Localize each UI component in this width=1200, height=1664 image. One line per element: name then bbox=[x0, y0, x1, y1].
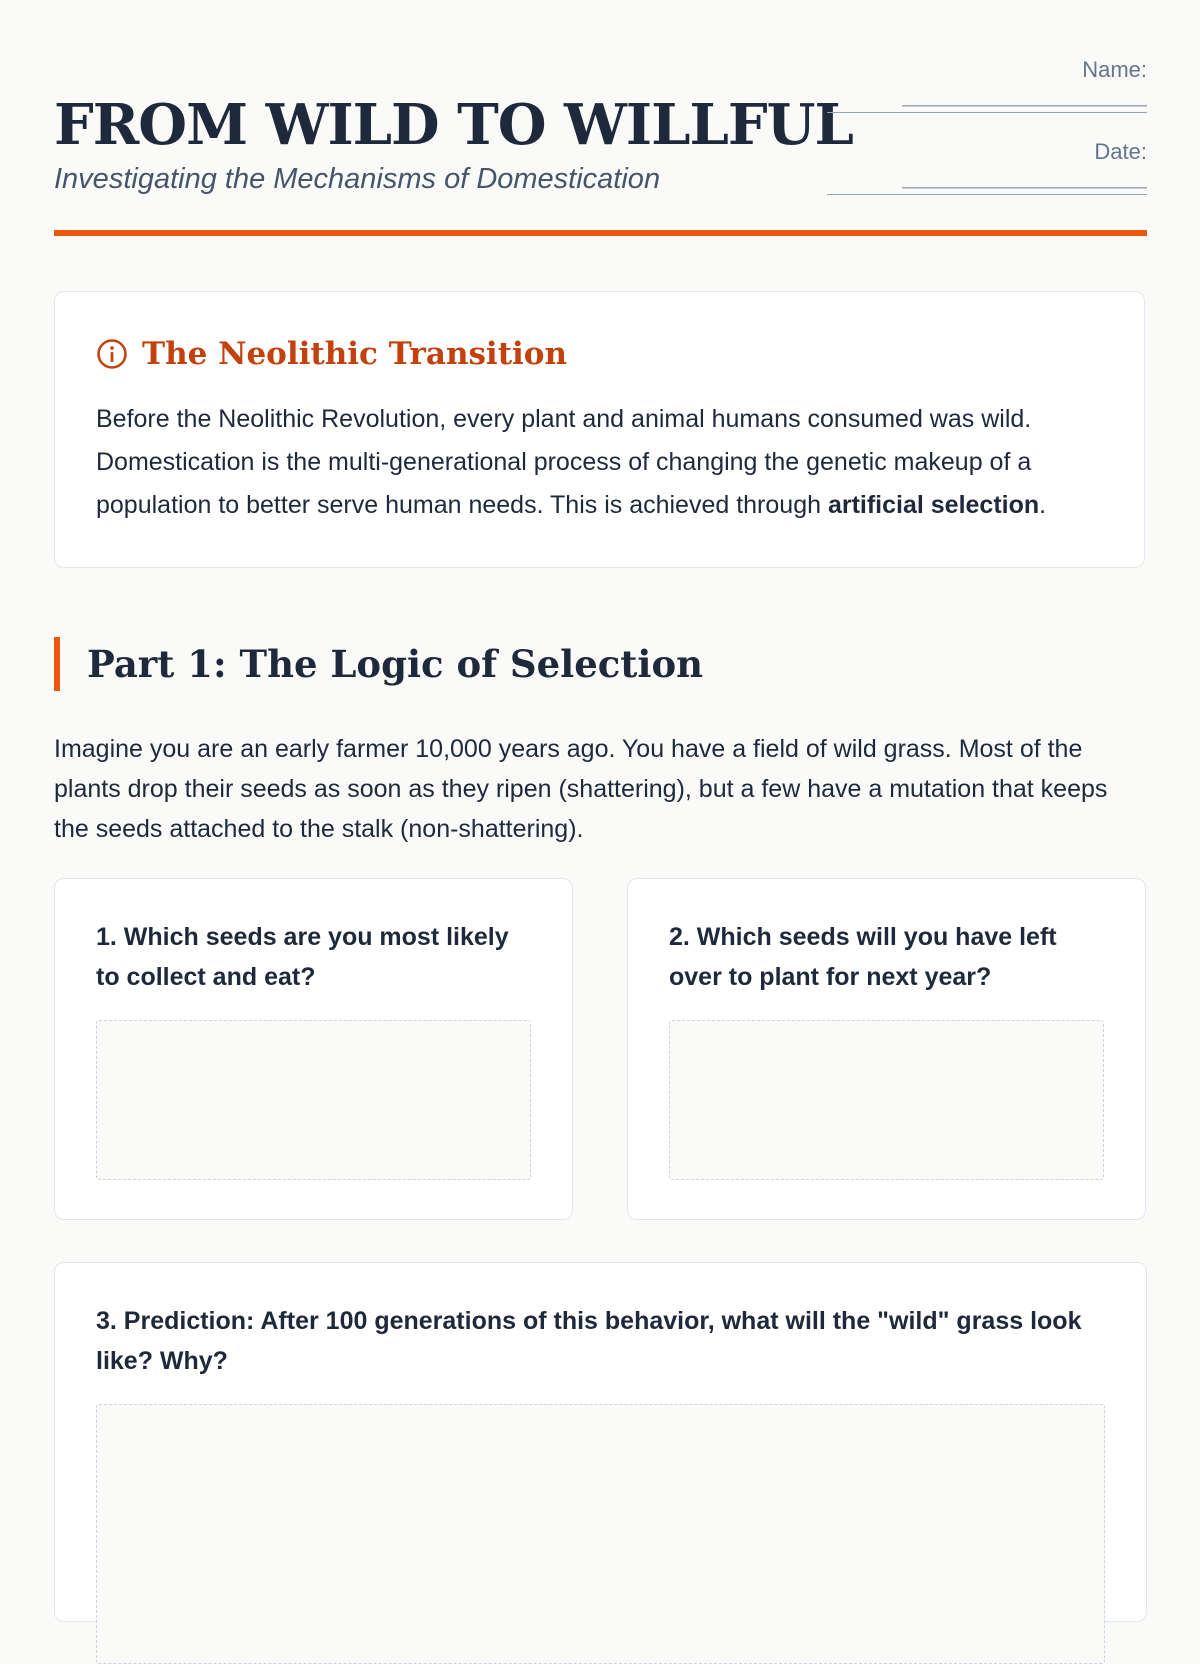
question-1-text: 1. Which seeds are you most likely to collect and eat? bbox=[96, 923, 509, 991]
date-field[interactable] bbox=[827, 138, 1147, 195]
info-card-header bbox=[96, 336, 567, 372]
question-card-1 bbox=[54, 878, 573, 1220]
info-text-end: . bbox=[1039, 491, 1047, 519]
section-title: Part 1: The Logic of Selection bbox=[87, 642, 704, 686]
date-blank-line: ____________________ bbox=[902, 166, 1147, 189]
date-label: Date: bbox=[1094, 139, 1147, 164]
info-card bbox=[54, 291, 1145, 568]
page-title: FROM WILD TO WILLFUL bbox=[54, 92, 853, 158]
name-blank-line: ____________________ bbox=[902, 84, 1147, 107]
info-card-title: The Neolithic Transition bbox=[142, 336, 568, 372]
name-label: Name: bbox=[1082, 57, 1147, 82]
answer-box-3[interactable] bbox=[96, 1404, 1105, 1664]
answer-box-2[interactable] bbox=[669, 1020, 1104, 1180]
worksheet-page bbox=[54, 0, 1147, 1375]
info-circle-icon bbox=[96, 338, 128, 370]
info-text-keyword: artificial selection bbox=[827, 491, 1040, 519]
answer-box-1[interactable] bbox=[96, 1020, 531, 1180]
info-text-main: Before the Neolithic Revolution, every plant and animal humans consumed was wild. Domestication is the multi-generational process of changing the genetic makeup of a population to better serve human needs. This is achieved through bbox=[96, 405, 1032, 519]
worksheet-header bbox=[54, 0, 1147, 240]
info-card-text bbox=[96, 398, 1106, 527]
question-2-text: 2. Which seeds will you have left over to plant for next year? bbox=[669, 923, 1057, 991]
page-subtitle: Investigating the Mechanisms of Domestication bbox=[54, 163, 661, 195]
section-heading bbox=[54, 637, 703, 691]
section-accent-bar bbox=[54, 637, 60, 691]
header-divider bbox=[54, 230, 1147, 236]
question-card-3 bbox=[54, 1262, 1147, 1622]
section-intro: Imagine you are an early farmer 10,000 years ago. You have a field of wild grass. Most of the plants drop their seeds as soon as they ripen (shattering), but a few have a mutation that keeps the seeds attached to the stalk (non-shattering). bbox=[54, 735, 1108, 843]
question-card-2 bbox=[627, 878, 1146, 1220]
name-field[interactable] bbox=[827, 56, 1147, 113]
question-3-text: 3. Prediction: After 100 generations of this behavior, what will the "wild" grass look like? Why? bbox=[96, 1307, 1082, 1375]
